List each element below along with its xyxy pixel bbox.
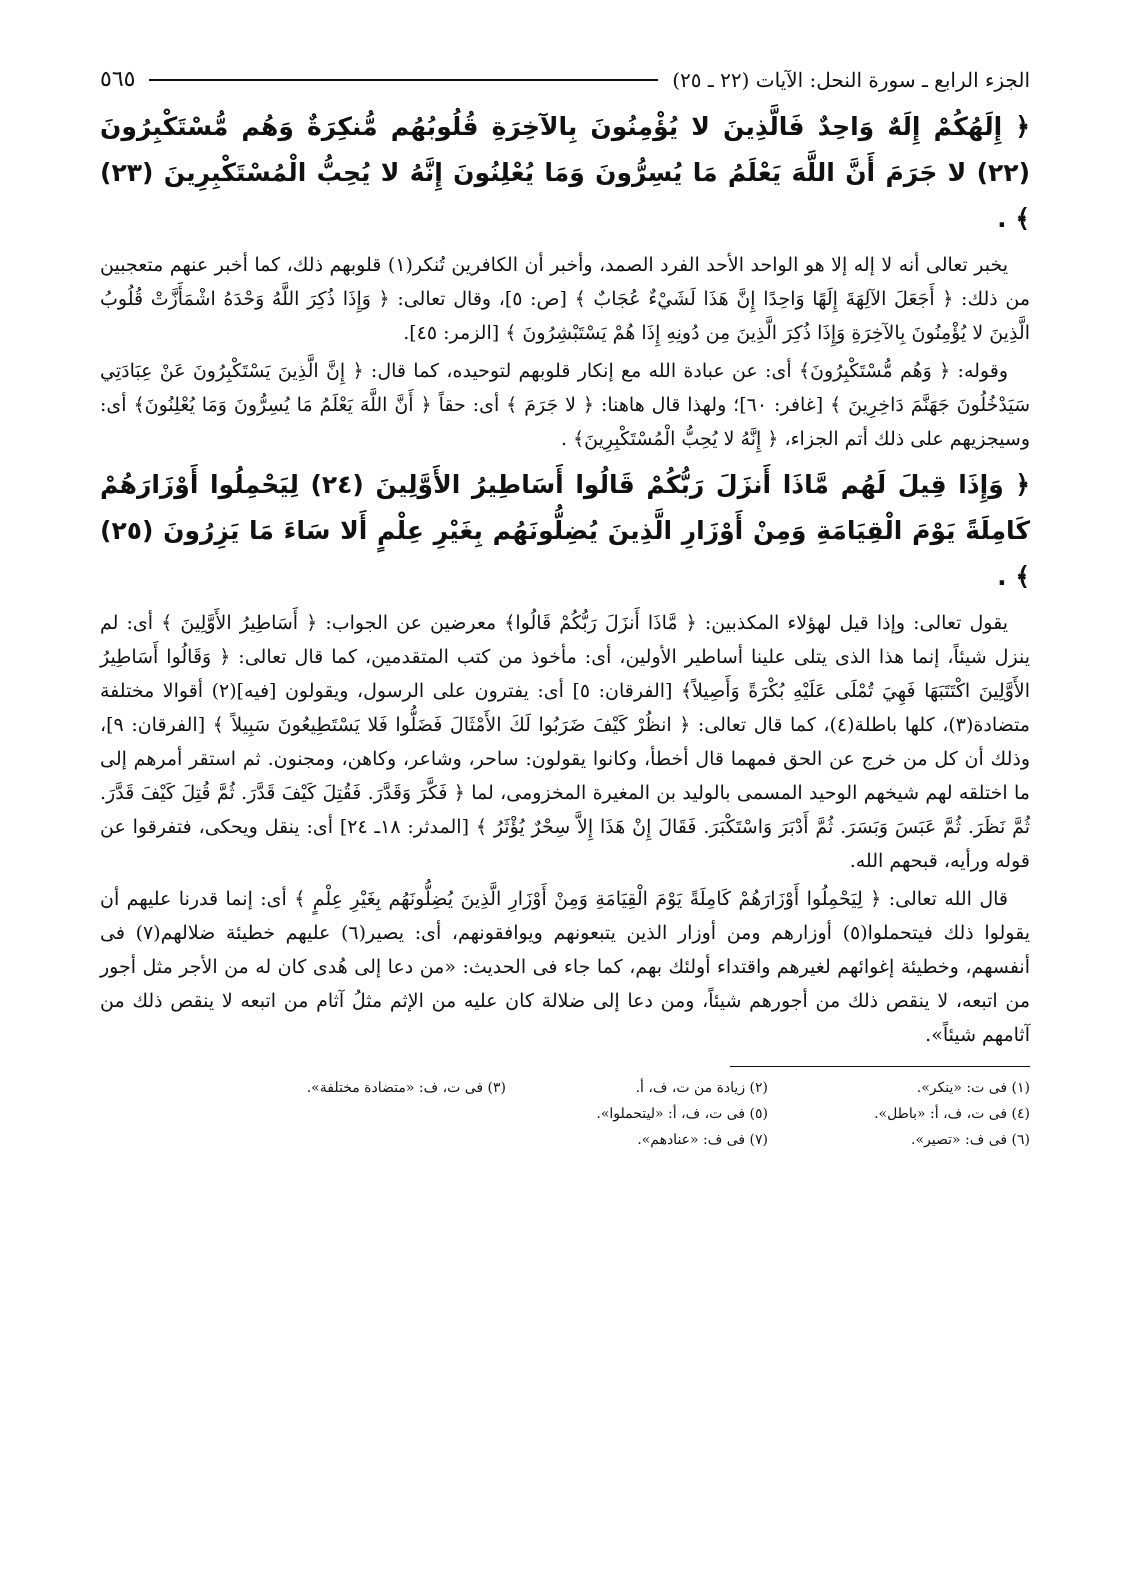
footnote-row: [100, 1075, 1030, 1101]
footnote: (٥) فى ت، ف، أ: «ليتحملوا».: [596, 1106, 768, 1122]
commentary-section-1: [100, 248, 1030, 456]
running-title: الجزء الرابع ـ سورة النحل: الآيات (٢٢ ـ ٢٥): [672, 68, 1030, 92]
commentary-paragraph: وقوله: ﴿ وَهُم مُّسْتَكْبِرُونَ﴾ أى: عن عبادة الله مع إنكار قلوبهم لتوحيده، كما قال: ﴿ إِنَّ الَّذِينَ يَسْتَكْبِرُونَ عَنْ عِبَادَتِي سَيَدْخُلُونَ جَهَنَّمَ دَاخِرِينَ ﴾ [غافر: ٦٠]؛ ولهذا قال هاهنا: ﴿ لا جَرَمَ ﴾ أى: حقاً ﴿ أَنَّ اللَّهَ يَعْلَمُ مَا يُسِرُّونَ وَمَا يُعْلِنُونَ﴾ أى: وسيجزيهم على ذلك أتم الجزاء، ﴿ إِنَّهُ لا يُحِبُّ الْمُسْتَكْبِرِينَ﴾ .: [100, 360, 1030, 450]
running-header: [100, 62, 1030, 98]
footnote-separator: [730, 1066, 1030, 1067]
footnote: [244, 1101, 506, 1127]
footnote: (٤) فى ت، ف، أ: «باطل».: [874, 1106, 1030, 1122]
footnote: (٢) زيادة من ت، ف، أ.: [635, 1080, 768, 1096]
footnote-row: [100, 1127, 1030, 1153]
header-rule: [149, 79, 658, 81]
footnotes: [100, 1075, 1030, 1153]
quran-verse-22-23: ﴿ إِلَهُكُمْ إِلَهٌ وَاحِدٌ فَالَّذِينَ لا يُؤْمِنُونَ بِالآخِرَةِ قُلُوبُهُم مُّنكِرَةٌ وَهُم مُّسْتَكْبِرُونَ (٢٢) لا جَرَمَ أَنَّ اللَّهَ يَعْلَمُ مَا يُسِرُّونَ وَمَا يُعْلِنُونَ إِنَّهُ لا يُحِبُّ الْمُسْتَكْبِرِينَ (٢٣) ﴾ .: [100, 112, 1030, 233]
footnote: [244, 1127, 506, 1153]
commentary-paragraph: قال الله تعالى: ﴿ لِيَحْمِلُوا أَوْزَارَهُمْ كَامِلَةً يَوْمَ الْقِيَامَةِ وَمِنْ أَوْزَارِ الَّذِينَ يُضِلُّونَهُم بِغَيْرِ عِلْمٍ ﴾ أى: إنما قدرنا عليهم أن يقولوا ذلك فيتحملوا(٥) أوزارهم ومن أوزار الذين يتبعونهم ويوافقونهم، أى: يصير(٦) عليهم خطيئة ضلالهم(٧) فى أنفسهم، وخطيئة إغوائهم لغيرهم واقتداء أولئك بهم، كما جاء فى الحديث: «من دعا إلى هُدى كان له من الأجر مثل أجور من اتبعه، لا ينقص ذلك من أجورهم شيئاً، ومن دعا إلى ضلالة كان عليه من الإثم مثلُ آثام من اتبعه لا ينقص ذلك من آثامهم شيئاً».: [100, 888, 1031, 1046]
footnote: (١) فى ت: «ينكر».: [916, 1080, 1030, 1096]
commentary-paragraph: يقول تعالى: وإذا قيل لهؤلاء المكذبين: ﴿ مَّاذَا أَنزَلَ رَبُّكُمْ قَالُوا﴾ معرضين عن الجواب: ﴿ أَسَاطِيرُ الأَوَّلِينَ ﴾ أى: لم ينزل شيئاً، إنما هذا الذى يتلى علينا أساطير الأولين، أى: مأخوذ من كتب المتقدمين، كما قال تعالى: ﴿ وَقَالُوا أَسَاطِيرُ الأَوَّلِينَ اكْتَتَبَهَا فَهِيَ تُمْلَى عَلَيْهِ بُكْرَةً وَأَصِيلاً﴾ [الفرقان: ٥] أى: يفترون على الرسول، ويقولون [فيه](٢) أقوالا مختلفة متضادة(٣)، كلها باطلة(٤)، كما قال تعالى: ﴿ انظُرْ كَيْفَ ضَرَبُوا لَكَ الأَمْثَالَ فَضَلُّوا فَلا يَسْتَطِيعُونَ سَبِيلاً ﴾ [الفرقان: ٩]، وذلك أن كل من خرج عن الحق فمهما قال أخطأ، وكانوا يقولون: ساحر، وشاعر، وكاهن، ومجنون. ثم استقر أمرهم إلى ما اختلقه لهم شيخهم الوحيد المسمى بالوليد بن المغيرة المخزومى، لما ﴿ فَكَّرَ وَقَدَّرَ. فَقُتِلَ كَيْفَ قَدَّرَ. ثُمَّ قُتِلَ كَيْفَ قَدَّرَ. ثُمَّ نَظَرَ. ثُمَّ عَبَسَ وَبَسَرَ. ثُمَّ أَدْبَرَ وَاسْتَكْبَرَ. فَقَالَ إِنْ هَذَا إِلاَّ سِحْرٌ يُؤْثَرُ ﴾ [المدثر: ١٨ـ ٢٤] أى: ينقل ويحكى، فتفرقوا عن قوله ورأيه، قبحهم الله.: [100, 612, 1031, 872]
footnote-row: [100, 1101, 1030, 1127]
quran-verse-24-25: ﴿ وَإِذَا قِيلَ لَهُم مَّاذَا أَنزَلَ رَبُّكُمْ قَالُوا أَسَاطِيرُ الأَوَّلِينَ (٢٤) لِيَحْمِلُوا أَوْزَارَهُمْ كَامِلَةً يَوْمَ الْقِيَامَةِ وَمِنْ أَوْزَارِ الَّذِينَ يُضِلُّونَهُم بِغَيْرِ عِلْمٍ أَلا سَاءَ مَا يَزِرُونَ (٢٥) ﴾ .: [100, 470, 1030, 591]
commentary-section-2: [100, 606, 1030, 1052]
footnote: (٣) فى ت، ف: «متضادة مختلفة».: [306, 1080, 506, 1096]
page-number: ٥٦٥: [100, 67, 136, 92]
footnote: (٧) فى ف: «عنادهم».: [637, 1132, 768, 1148]
commentary-paragraph: يخبر تعالى أنه لا إله إلا هو الواحد الأحد الفرد الصمد، وأخبر أن الكافرين تُنكر(١) قلوبهم ذلك، كما أخبر عنهم متعجبين من ذلك: ﴿ أَجَعَلَ الآلِهَةَ إِلَهًا وَاحِدًا إِنَّ هَذَا لَشَيْءٌ عُجَابٌ ﴾ [ص: ٥]، وقال تعالى: ﴿ وَإِذَا ذُكِرَ اللَّهُ وَحْدَهُ اشْمَأَزَّتْ قُلُوبُ الَّذِينَ لا يُؤْمِنُونَ بِالآخِرَةِ وَإِذَا ذُكِرَ الَّذِينَ مِن دُونِهِ إِذَا هُمْ يَسْتَبْشِرُونَ ﴾ [الزمر: ٤٥].: [100, 254, 1031, 344]
footnote: (٦) فى ف: «تصير».: [911, 1132, 1030, 1148]
